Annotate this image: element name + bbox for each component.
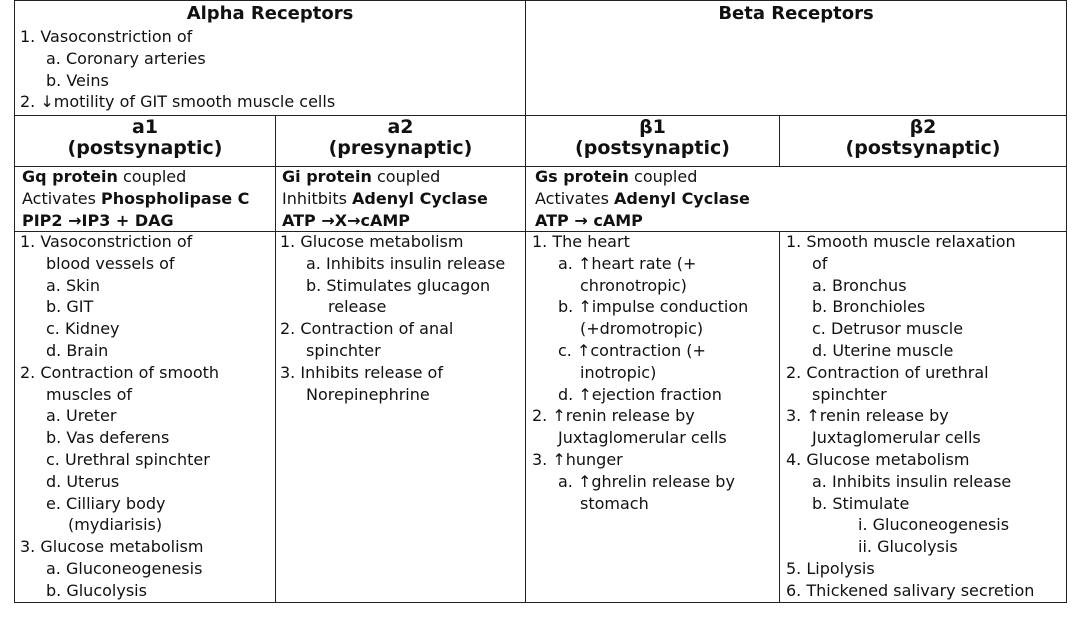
list-item: 3. ↑hunger [532,449,623,469]
action-target: Phospholipase C [101,188,250,208]
list-item: a. Inhibits insulin release [812,471,1012,491]
list-item: d. Uterine muscle [812,340,954,360]
col-divider-b1-b2-effects [779,231,780,602]
subtype-name: β1 [639,116,666,138]
table-border-right [1066,0,1067,602]
mechanism-a1 [18,166,274,231]
action-verb: Inhitbits [282,188,353,208]
mechanism-a2 [278,166,524,231]
list-item: spinchter [812,384,887,404]
list-item: spinchter [306,340,381,360]
list-item: a. Inhibits insulin release [306,253,506,273]
action-target: Adenyl Cyclase [614,188,750,208]
subtype-header-a2 [276,117,525,159]
list-item: 1. Vasoconstriction of [20,232,193,251]
list-item: (mydiarisis) [68,515,163,535]
list-item: e. Cilliary body [46,493,166,513]
protein-coupled-text: coupled [628,167,698,186]
subtype-site: (postsynaptic) [67,137,223,159]
col-divider-a1-a2 [275,115,276,602]
list-item: Juxtaglomerular cells [558,428,727,448]
list-item: ii. Glucolysis [858,537,958,557]
subtype-header-b2 [780,117,1066,159]
mechanism-beta [531,166,1061,231]
list-item: 3. ↑renin release by [786,406,949,426]
list-item: 6. Thickened salivary secretion [786,580,1035,600]
signal-pathway: ATP → cAMP [535,210,643,230]
list-item: a. Coronary arteries [46,48,206,68]
subtype-header-a1 [15,117,275,159]
list-item: d. Brain [46,340,109,360]
list-item: c. Urethral spinchter [46,449,210,469]
list-item: Juxtaglomerular cells [812,428,981,448]
protein-coupled-text: coupled [371,167,441,186]
effects-a1 [20,231,274,602]
list-item: a. Ureter [46,406,117,426]
subtype-site: (postsynaptic) [845,137,1001,159]
protein-type: Gs protein [535,167,629,186]
list-item: chronotropic) [580,275,687,295]
list-item: inotropic) [580,362,657,382]
list-item: 2. ↓motility of GIT smooth muscle cells [20,92,336,112]
list-item: a. ↑heart rate (+ [558,253,697,273]
subtype-header-b1 [526,117,779,159]
list-item: Norepinephrine [306,384,430,404]
effects-b1 [532,231,778,514]
list-item: muscles of [46,384,132,404]
table-border-left [14,0,15,602]
alpha-general-effects [20,26,520,113]
protein-type: Gi protein [282,167,372,186]
action-target: Adenyl Cyclase [352,188,488,208]
list-item: c. Kidney [46,319,120,339]
list-item: 4. Glucose metabolism [786,449,970,469]
alpha-receptors-title: Alpha Receptors [186,3,354,24]
protein-coupled-text: coupled [117,167,187,186]
action-verb: Activates [22,188,101,208]
effects-a2 [280,231,524,405]
list-item: 3. Glucose metabolism [20,537,204,557]
list-item: a. Gluconeogenesis [46,558,203,578]
list-item: b. Veins [46,70,109,90]
list-item: 2. ↑renin release by [532,406,695,426]
subtype-site: (postsynaptic) [575,137,730,159]
subtype-name: a2 [387,116,414,138]
list-item: a. Bronchus [812,275,907,295]
signal-pathway: ATP →X→cAMP [282,210,411,230]
list-item: a. Skin [46,275,100,295]
list-item: c. Detrusor muscle [812,319,964,339]
subtype-site: (presynaptic) [328,137,473,159]
list-item: b. Glucolysis [46,580,147,600]
list-item: d. Uterus [46,471,120,491]
list-item: 5. Lipolysis [786,558,875,578]
list-item: 2. Contraction of urethral [786,362,989,382]
subtype-name: β2 [909,116,937,138]
list-item: b. GIT [46,297,94,317]
table-border-bottom [14,602,1067,603]
list-item: a. ↑ghrelin release by [558,471,735,491]
action-verb: Activates [535,188,614,208]
list-item: 2. Contraction of anal [280,319,454,339]
list-item: 1. The heart [532,232,630,251]
list-item: c. ↑contraction (+ [558,340,706,360]
list-item: b. ↑impulse conduction [558,297,749,317]
list-item: b. Vas deferens [46,428,170,448]
list-item: 1. Smooth muscle relaxation [786,232,1016,251]
list-item: blood vessels of [46,253,175,273]
list-item: b. Stimulates glucagon [306,275,491,295]
list-item: (+dromotropic) [580,319,704,339]
list-item: of [812,253,828,273]
list-item: stomach [580,493,649,513]
signal-pathway: PIP2 →IP3 + DAG [22,210,174,230]
list-item: b. Bronchioles [812,297,926,317]
list-item: 2. Contraction of smooth [20,362,220,382]
subtype-name: a1 [131,116,159,138]
table-border-top [14,0,1067,1]
beta-receptors-title: Beta Receptors [718,3,874,24]
list-item: 1. Vasoconstriction of [20,27,193,46]
col-divider-alpha-beta [525,0,526,602]
list-item: release [328,297,387,317]
list-item: d. ↑ejection fraction [558,384,722,404]
list-item: 3. Inhibits release of [280,362,443,382]
list-item: 1. Glucose metabolism [280,232,464,251]
list-item: b. Stimulate [812,493,910,513]
protein-type: Gq protein [22,167,118,186]
list-item: i. Gluconeogenesis [858,515,1010,535]
effects-b2 [786,231,1066,602]
